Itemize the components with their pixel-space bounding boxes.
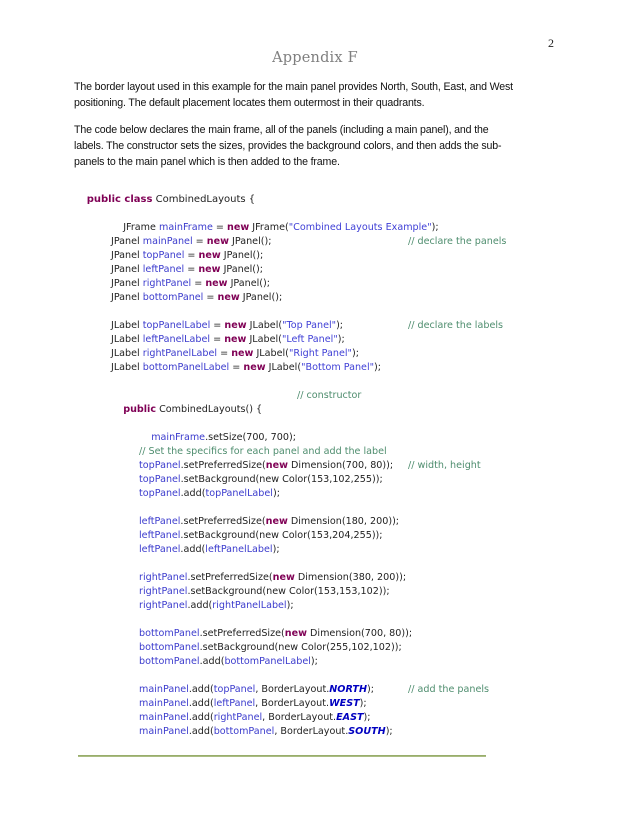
constructor: JLabel( [253,348,289,359]
constructor: JLabel( [246,320,283,331]
constructor: JLabel( [246,334,282,345]
method-call: .add( [188,684,214,695]
add-label-line [139,655,318,669]
identifier: leftPanel [213,698,256,709]
paragraph-line: panels to the main panel which is then added to the frame. [74,156,340,168]
paragraph-line: The code below declares the main frame, all of the panels (including a main panel), and the [74,124,489,136]
identifier: bottomPanel [139,656,200,667]
add-panel-line [139,725,393,739]
identifier: topPanel [139,488,181,499]
constructor: JPanel(); [239,292,283,303]
identifier: mainFrame [151,432,206,443]
label-declaration [111,347,359,361]
constructor: JPanel(); [220,264,264,275]
terminator: ); [286,600,294,611]
operator: = [184,250,199,261]
identifier: topPanelLabel [142,320,211,331]
constructor-comment: // constructor [297,390,362,401]
identifier: topPanel [139,460,181,471]
method-call: .add( [188,712,214,723]
label-declaration [111,319,343,333]
description-paragraph [74,122,544,170]
identifier: topPanelLabel [205,488,273,499]
layout-constant: EAST [336,712,364,723]
add-panel-line [139,711,371,725]
arguments: Dimension(380, 200)); [294,572,407,583]
method-call: .add( [188,726,214,737]
type: JPanel [111,264,143,275]
keyword: new [224,320,247,331]
method-call: .setPreferredSize( [187,572,273,583]
operator: = [217,348,232,359]
keyword: new [265,516,288,527]
identifier: bottomPanelLabel [224,656,311,667]
keyword: new [205,278,228,289]
type: JPanel [111,250,143,261]
identifier: bottomPanel [139,628,200,639]
operator: = [210,334,225,345]
string-literal: "Combined Layouts Example" [288,222,432,233]
operator: = [210,320,225,331]
terminator: ); [310,656,318,667]
terminator: ); [374,362,382,373]
arguments: Dimension(180, 200)); [287,516,400,527]
method-call: .add( [180,544,206,555]
method-call: .setBackground(new Color(153,204,255)); [180,530,383,541]
identifier: bottomPanel [213,726,275,737]
class-declaration [74,179,256,205]
method-call: .setPreferredSize( [199,628,285,639]
identifier: rightPanel [139,600,188,611]
label-declaration [111,333,345,347]
panel-declaration [111,235,271,249]
constructor: JPanel(); [220,250,264,261]
identifier: leftPanelLabel [205,544,273,555]
identifier: bottomPanel [142,292,204,303]
identifier: leftPanel [139,544,181,555]
adds-comment: // add the panels [408,684,490,695]
terminator: ); [363,712,371,723]
identifier: topPanel [139,474,181,485]
constructor-declaration [111,389,263,415]
type: JPanel [111,236,143,247]
keyword: new [243,362,266,373]
identifier: mainPanel [142,236,193,247]
size-comment: // width, height [408,460,481,471]
keyword: new [198,250,221,261]
constructor: JLabel( [265,362,302,373]
type: JLabel [111,320,143,331]
terminator: ); [272,488,280,499]
set-background-line [139,641,402,655]
method-call: .setBackground(new Color(153,102,255)); [180,474,383,485]
keyword: new [227,222,250,233]
identifier: mainPanel [139,712,189,723]
operator: = [184,264,199,275]
type: JLabel [111,362,143,373]
operator: = [229,362,244,373]
keyword: public class [86,194,153,205]
method-call: .add( [180,488,206,499]
operator: = [212,222,227,233]
footer-divider [78,755,486,757]
frame-declaration [111,207,439,233]
keyword: public [123,404,157,415]
paragraph-line: The border layout used in this example for the main panel provides North, South, East, and West [74,81,513,93]
argument: , BorderLayout. [255,698,330,709]
paragraph-line: labels. The constructor sets the sizes, provides the background colors, and then adds the sub- [74,140,502,152]
layout-constant: WEST [329,698,360,709]
identifier: mainPanel [139,698,189,709]
add-label-line [139,487,280,501]
type: JPanel [111,292,143,303]
identifier: mainPanel [139,684,189,695]
layout-constant: SOUTH [348,726,386,737]
argument: , BorderLayout. [255,684,330,695]
method-call: .setSize(700, 700); [205,432,296,443]
keyword: new [272,572,295,583]
identifier: rightPanel [139,572,188,583]
class-name: CombinedLayouts { [152,194,256,205]
identifier: rightPanelLabel [212,600,287,611]
layout-constant: NORTH [329,684,367,695]
identifier: rightPanelLabel [142,348,218,359]
keyword: new [198,264,221,275]
arguments: Dimension(700, 80)); [288,460,394,471]
terminator: ); [351,348,359,359]
page-title: Appendix F [272,50,358,66]
identifier: leftPanelLabel [142,334,211,345]
identifier: topPanel [142,250,185,261]
method-call: .add( [187,600,213,611]
keyword: new [206,236,229,247]
set-background-line [139,473,383,487]
method-call: .setPreferredSize( [180,516,266,527]
constructor: JFrame( [249,222,289,233]
add-label-line [139,599,294,613]
type: JLabel [111,334,143,345]
keyword: new [231,348,254,359]
identifier: rightPanel [139,586,188,597]
string-literal: "Left Panel" [281,334,338,345]
panel-declaration [111,277,270,291]
identifier: bottomPanelLabel [142,362,230,373]
terminator: ); [336,320,344,331]
keyword: new [217,292,240,303]
constructor: JPanel(); [228,236,272,247]
labels-comment: // declare the labels [408,320,504,331]
keyword: new [224,334,247,345]
identifier: rightPanel [213,712,263,723]
method-call: .add( [199,656,225,667]
terminator: ); [385,726,393,737]
terminator: ); [359,698,367,709]
identifier: leftPanel [139,516,181,527]
add-label-line [139,543,280,557]
page-number: 2 [548,36,554,50]
set-background-line [139,585,390,599]
specifics-comment: // Set the specifics for each panel and add the label [139,446,387,457]
panels-comment: // declare the panels [408,236,507,247]
method-call: .setBackground(new Color(255,102,102)); [199,642,402,653]
identifier: mainFrame [158,222,213,233]
method-call: .setPreferredSize( [180,460,266,471]
constructor-name: CombinedLayouts() { [156,404,263,415]
method-call: .setBackground(new Color(153,153,102)); [187,586,390,597]
operator: = [192,236,207,247]
terminator: ); [366,684,374,695]
set-preferred-size-line [139,627,412,641]
type: JLabel [111,348,143,359]
operator: = [191,278,206,289]
type: JPanel [111,278,143,289]
label-declaration [111,361,381,375]
panel-declaration [111,263,263,277]
set-preferred-size-line [139,571,406,585]
identifier: bottomPanel [139,642,200,653]
set-background-line [139,529,383,543]
arguments: Dimension(700, 80)); [306,628,413,639]
keyword: new [284,628,307,639]
set-size-line [139,417,296,443]
string-literal: "Bottom Panel" [301,362,375,373]
constructor: JPanel(); [227,278,271,289]
type: JFrame [123,222,159,233]
set-preferred-size-line [139,459,393,473]
add-panel-line [139,697,367,711]
identifier: leftPanel [139,530,181,541]
identifier: mainPanel [139,726,189,737]
terminator: ); [337,334,345,345]
identifier: rightPanel [142,278,192,289]
terminator: ); [272,544,280,555]
keyword: new [265,460,288,471]
paragraph-line: positioning. The default placement locates them outermost in their quadrants. [74,97,425,109]
operator: = [203,292,218,303]
identifier: topPanel [213,684,256,695]
argument: , BorderLayout. [274,726,349,737]
set-preferred-size-line [139,515,399,529]
method-call: .add( [188,698,214,709]
argument: , BorderLayout. [262,712,337,723]
string-literal: "Top Panel" [282,320,337,331]
intro-paragraph [74,79,544,111]
panel-declaration [111,249,263,263]
identifier: leftPanel [142,264,185,275]
panel-declaration [111,291,282,305]
string-literal: "Right Panel" [288,348,352,359]
terminator: ); [431,222,439,233]
add-panel-line [139,683,374,697]
